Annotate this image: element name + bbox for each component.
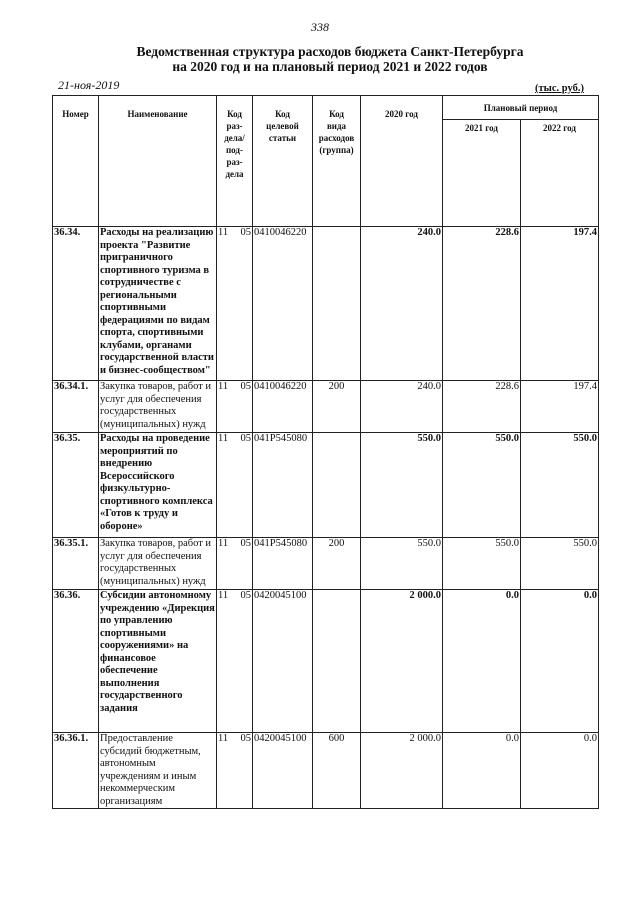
row-value-2022: 550.0 (521, 433, 599, 538)
row-value-2022: 197.4 (521, 381, 599, 433)
row-value-2020: 2 000.0 (361, 733, 443, 809)
row-razdel-code (217, 381, 253, 433)
row-target-code: 0410046220 (253, 381, 313, 433)
header-kvr-line: вида (326, 121, 347, 131)
row-expense-type-code: 600 (313, 733, 361, 809)
razdel: 11 (218, 733, 229, 744)
table-row (53, 733, 599, 809)
row-name: Закупка товаров, работ и услуг для обеспечения государственных (муниципальных) нужд (99, 538, 217, 590)
row-value-2021: 0.0 (443, 733, 521, 809)
header-plan-period: Плановый период (443, 96, 599, 120)
page-number: 338 (311, 20, 329, 34)
row-expense-type-code (313, 227, 361, 381)
table-row (53, 538, 599, 590)
header-num: Номер (53, 96, 99, 227)
header-kcs-line: целевой (266, 121, 299, 131)
row-name: Субсидии автономному учреждению «Дирекция по управлению спортивными сооружениями» на финансовое обеспечение выполнения государственного задания (99, 590, 217, 733)
row-number: 36.35. (53, 433, 99, 538)
row-name: Расходы на реализацию проекта "Развитие приграничного спортивного туризма в сотрудничестве с региональными спортивными федерациями по видам спорта, спортивными клубами, органами государственной власти и бизнес-сообществом" (99, 227, 217, 381)
row-value-2022: 197.4 (521, 227, 599, 381)
row-value-2021: 550.0 (443, 433, 521, 538)
header-razd-line: под- (226, 145, 243, 155)
row-number: 36.36. (53, 590, 99, 733)
header-kvr-line: Код (329, 109, 344, 119)
header-razd-line: Код (227, 109, 242, 119)
podrazdel: 05 (240, 590, 251, 601)
podrazdel: 05 (240, 227, 251, 238)
podrazdel: 05 (240, 381, 251, 392)
row-name: Предоставление субсидий бюджетным, автономным учреждениям и иным некоммерческим организациям (99, 733, 217, 809)
row-number: 36.34. (53, 227, 99, 381)
header-2021: 2021 год (443, 120, 521, 227)
row-target-code: 0420045100 (253, 733, 313, 809)
header-2020: 2020 год (361, 96, 443, 227)
row-razdel-code (217, 733, 253, 809)
row-target-code: 041P545080 (253, 538, 313, 590)
row-value-2020: 2 000.0 (361, 590, 443, 733)
row-value-2020: 550.0 (361, 433, 443, 538)
row-expense-type-code (313, 433, 361, 538)
row-value-2021: 0.0 (443, 590, 521, 733)
row-value-2020: 240.0 (361, 381, 443, 433)
table-row (53, 433, 599, 538)
header-kvr-line: расходов (318, 133, 355, 143)
row-razdel-code (217, 433, 253, 538)
row-value-2022: 0.0 (521, 590, 599, 733)
row-target-code: 0410046220 (253, 227, 313, 381)
table-row (53, 590, 599, 733)
row-razdel-code (217, 227, 253, 381)
row-expense-type-code: 200 (313, 381, 361, 433)
row-number: 36.35.1. (53, 538, 99, 590)
header-2022: 2022 год (521, 120, 599, 227)
row-number: 36.34.1. (53, 381, 99, 433)
razdel: 11 (218, 227, 229, 238)
header-kcs-line: статьи (268, 133, 297, 143)
row-expense-type-code: 200 (313, 538, 361, 590)
podrazdel: 05 (240, 733, 251, 744)
header-kcs-line: Код (275, 109, 290, 119)
row-target-code: 041P545080 (253, 433, 313, 538)
razdel: 11 (218, 538, 229, 549)
document-title (60, 44, 600, 74)
header-razd-line: дела (225, 169, 244, 179)
budget-table (52, 95, 599, 809)
row-value-2022: 550.0 (521, 538, 599, 590)
header-razd-line: дела/ (224, 133, 245, 143)
row-value-2021: 550.0 (443, 538, 521, 590)
header-razd-line: раз- (226, 121, 243, 131)
header-name: Наименование (99, 96, 217, 227)
title-line-1: Ведомственная структура расходов бюджета Санкт-Петербурга (136, 44, 524, 59)
row-target-code: 0420045100 (253, 590, 313, 733)
row-value-2020: 240.0 (361, 227, 443, 381)
row-razdel-code (217, 538, 253, 590)
razdel: 11 (218, 590, 229, 601)
razdel: 11 (218, 433, 229, 444)
header-razd-line: раз- (226, 157, 243, 167)
document-date: 21-ноя-2019 (58, 78, 120, 92)
row-number: 36.36.1. (53, 733, 99, 809)
header-kvr-line: (группа) (319, 145, 354, 155)
row-razdel-code (217, 590, 253, 733)
header-kvr (313, 96, 361, 227)
table-row (53, 381, 599, 433)
podrazdel: 05 (240, 433, 251, 444)
title-line-2: на 2020 год и на плановый период 2021 и 2022 годов (172, 59, 488, 74)
row-value-2020: 550.0 (361, 538, 443, 590)
podrazdel: 05 (240, 538, 251, 549)
row-expense-type-code (313, 590, 361, 733)
header-razd (217, 96, 253, 227)
row-value-2021: 228.6 (443, 381, 521, 433)
header-kcs (253, 96, 313, 227)
row-value-2022: 0.0 (521, 733, 599, 809)
table-row (53, 227, 599, 381)
row-name: Расходы на проведение мероприятий по внедрению Всероссийского физкультурно-спортивного комплекса «Готов к труду и обороне» (99, 433, 217, 538)
razdel: 11 (218, 381, 229, 392)
units-label: (тыс. руб.) (535, 83, 584, 94)
row-value-2021: 228.6 (443, 227, 521, 381)
row-name: Закупка товаров, работ и услуг для обеспечения государственных (муниципальных) нужд (99, 381, 217, 433)
